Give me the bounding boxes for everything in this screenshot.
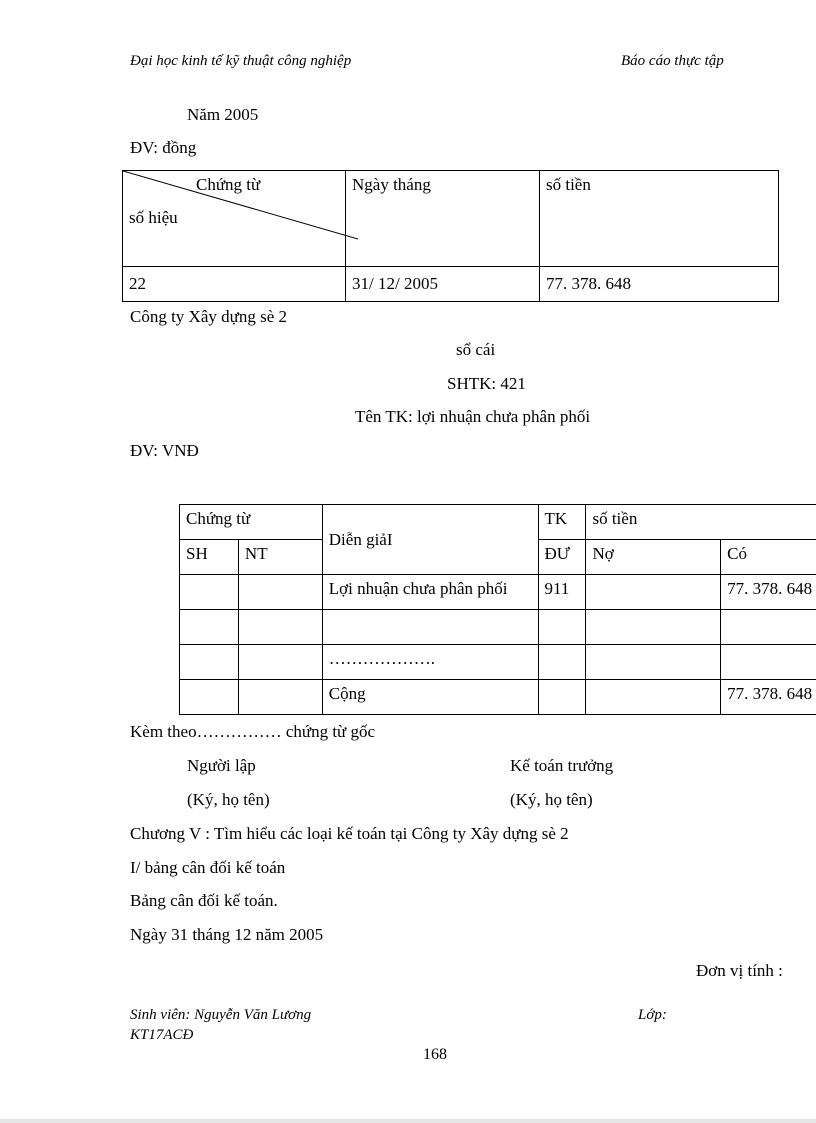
cell-nt <box>238 610 322 645</box>
cell-diengiai: ………………. <box>322 645 538 680</box>
sign-right-title: Kế toán trưởng <box>510 756 614 775</box>
company-line: Công ty Xây dựng sè 2 <box>130 307 288 326</box>
col-amount-header: số tiền <box>540 171 779 267</box>
ledger-account-name: Tên TK: lợi nhuận chưa phân phối <box>355 407 591 426</box>
cell-sh <box>180 680 239 715</box>
cell-no <box>586 575 721 610</box>
ledger-table <box>179 504 816 715</box>
attach-line: Kèm theo…………… chứng từ gốc <box>130 722 376 741</box>
table-row <box>180 610 816 645</box>
cell-no <box>586 610 721 645</box>
page-number: 168 <box>423 1046 447 1063</box>
ledger-account-no: SHTK: 421 <box>447 374 526 393</box>
cell-no <box>586 645 721 680</box>
section-line: I/ bảng cân đối kế toán <box>130 858 286 877</box>
sign-left-title: Người lập <box>187 756 256 775</box>
sign-right-note: (Ký, họ tên) <box>510 790 593 809</box>
footer-class-code: KT17ACĐ <box>130 1027 194 1043</box>
row-date-cell: 31/ 12/ 2005 <box>346 267 540 302</box>
year-line: Năm 2005 <box>187 105 259 124</box>
h-no: Nợ <box>586 540 721 575</box>
header-right: Báo cáo thực tập <box>621 53 724 69</box>
h-diengiai: Diễn giảI <box>322 505 538 575</box>
cell-diengiai: Lợi nhuận chưa phân phối <box>322 575 538 610</box>
footer-class-label: Lớp: <box>638 1007 667 1023</box>
row-amount-cell: 77. 378. 648 <box>540 267 779 302</box>
unit-line: ĐV: đồng <box>130 138 197 157</box>
cell-tk <box>538 645 586 680</box>
subtitle-line: Bảng cân đối kế toán. <box>130 891 278 910</box>
table-row <box>180 645 816 680</box>
col-date-header: Ngày tháng <box>346 171 540 267</box>
h-sotien: số tiền <box>586 505 816 540</box>
row-number-cell: 22 <box>123 267 346 302</box>
cell-sh <box>180 575 239 610</box>
header-left: Đại học kinh tế kỹ thuật công nghiệp <box>130 53 352 69</box>
page-bottom-edge <box>0 1119 816 1123</box>
cell-co <box>721 610 816 645</box>
cell-diengiai <box>322 610 538 645</box>
h-tk-bottom: ĐƯ <box>538 540 586 575</box>
cell-no <box>586 680 721 715</box>
h-sh: SH <box>180 540 239 575</box>
cell-nt <box>238 575 322 610</box>
cell-co <box>721 645 816 680</box>
cell-nt <box>238 680 322 715</box>
ledger-title: sổ cái <box>456 340 496 359</box>
h-chungtu: Chứng từ <box>180 505 323 540</box>
cell-diengiai: Cộng <box>322 680 538 715</box>
cell-sh <box>180 645 239 680</box>
header-bottom-label: số hiệu <box>129 208 178 227</box>
cell-tk <box>538 680 586 715</box>
table-row <box>180 680 816 715</box>
cell-tk <box>538 610 586 645</box>
h-co: Có <box>721 540 816 575</box>
cell-co: 77. 378. 648 <box>721 575 816 610</box>
cell-nt <box>238 645 322 680</box>
cell-sh <box>180 610 239 645</box>
h-tk-top: TK <box>538 505 586 540</box>
chapter-line: Chương V : Tìm hiểu các loại kế toán tại Công ty Xây dựng sè 2 <box>130 824 569 843</box>
unit-label: Đơn vị tính : <box>696 961 783 980</box>
table-row <box>180 575 816 610</box>
header-top-label: Chứng từ <box>196 175 261 194</box>
ledger-unit: ĐV: VNĐ <box>130 441 199 460</box>
cell-co: 77. 378. 648 <box>721 680 816 715</box>
h-nt: NT <box>238 540 322 575</box>
cell-tk: 911 <box>538 575 586 610</box>
sign-left-note: (Ký, họ tên) <box>187 790 270 809</box>
date-line: Ngày 31 tháng 12 năm 2005 <box>130 925 324 944</box>
footer-student: Sinh viên: Nguyễn Văn Lương <box>130 1007 312 1023</box>
